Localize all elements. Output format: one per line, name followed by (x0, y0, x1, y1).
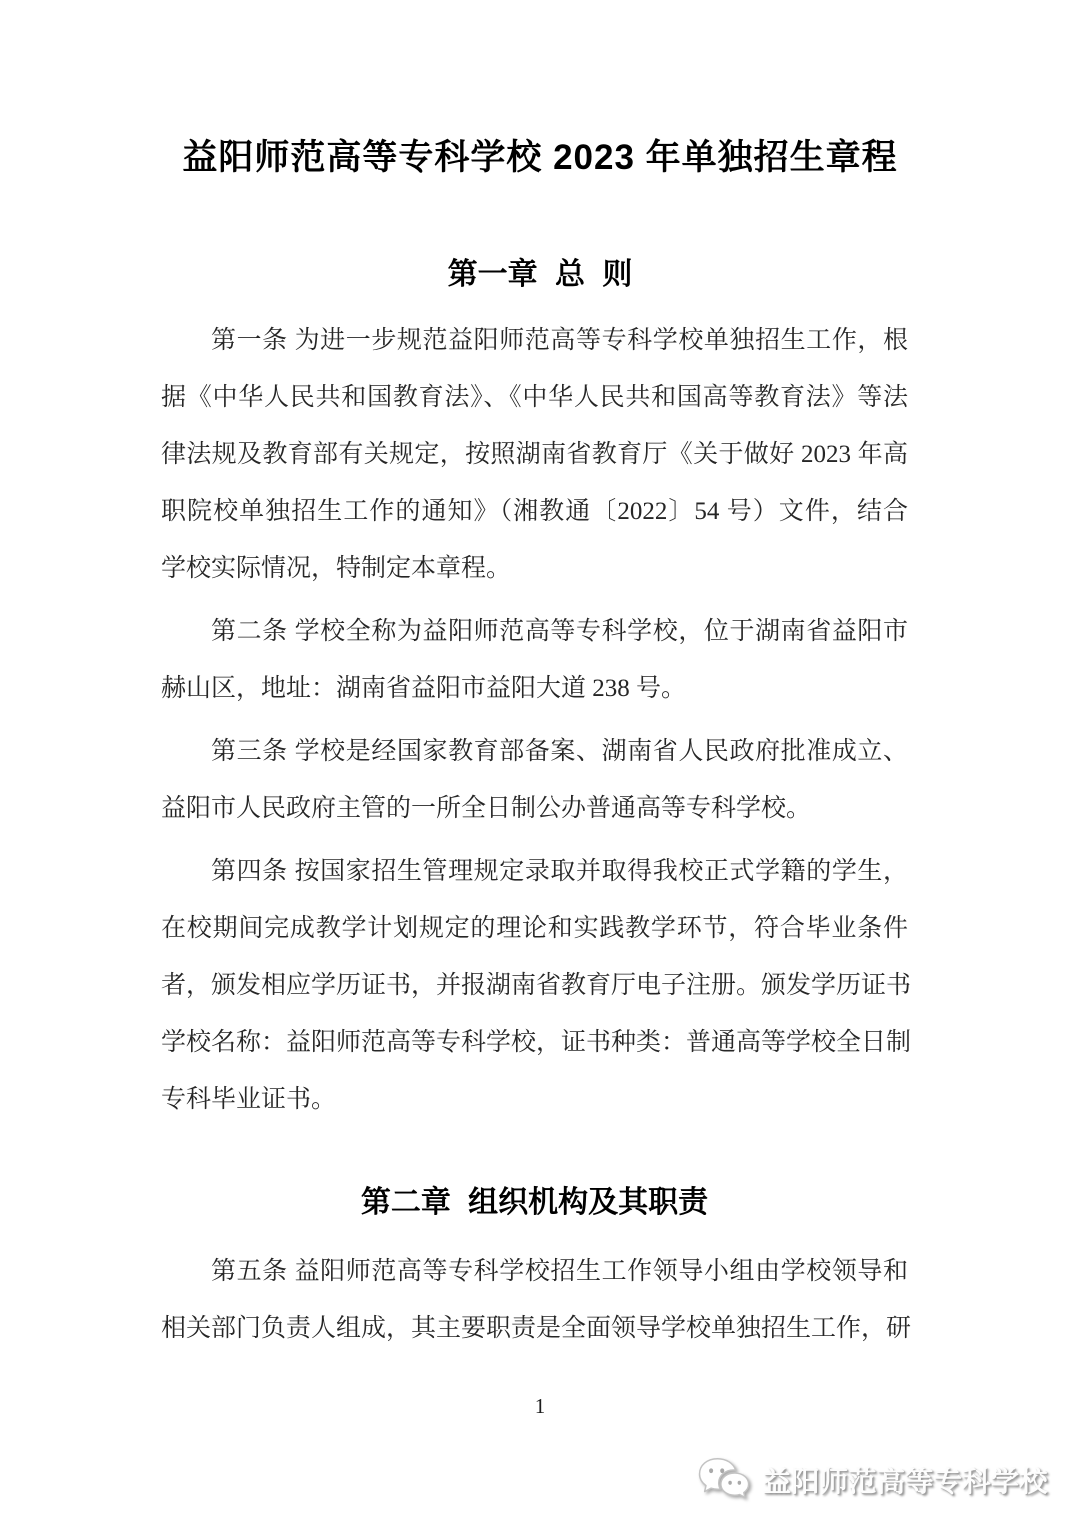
wechat-icon (697, 1455, 753, 1505)
chapter-1-heading: 第一章 总 则 (447, 258, 633, 291)
document-body (161, 312, 912, 1357)
text-line: 者，颁发相应学历证书，并报湖南省教育厅电子注册。颁发学历证书 (161, 972, 912, 999)
text-line: 专科毕业证书。 (161, 1086, 337, 1113)
article-1-paragraph (161, 312, 908, 597)
text-line: 第二条 学校全称为益阳师范高等专科学校，位于湖南省益阳市 (211, 618, 908, 645)
text-line: 律法规及教育部有关规定，按照湖南省教育厅《关于做好 2023 年高 (161, 441, 908, 468)
watermark-label: 益阳师范高等专科学校 (762, 1466, 1048, 1497)
text-line: 在校期间完成教学计划规定的理论和实践教学环节，符合毕业条件 (161, 915, 908, 942)
text-line: 职院校单独招生工作的通知》（湘教通〔2022〕54 号）文件，结合 (161, 498, 908, 525)
text-line: 第一条 为进一步规范益阳师范高等专科学校单独招生工作，根 (211, 327, 908, 354)
article-5-paragraph (161, 1243, 912, 1357)
article-3-paragraph (161, 723, 908, 837)
page-number: 1 (534, 1394, 546, 1418)
text-line: 据《中华人民共和国教育法》、《中华人民共和国高等教育法》等法 (161, 384, 908, 411)
article-2-paragraph (161, 603, 908, 717)
text-line: 赫山区，地址：湖南省益阳市益阳大道 238 号。 (161, 675, 687, 702)
watermark (697, 1453, 1048, 1507)
text-line: 第四条 按国家招生管理规定录取并取得我校正式学籍的学生， (211, 858, 908, 885)
text-line: 相关部门负责人组成，其主要职责是全面领导学校单独招生工作，研 (161, 1315, 912, 1342)
chapter-2-heading: 第二章 组织机构及其职责 (360, 1186, 709, 1219)
article-4-paragraph (161, 843, 912, 1128)
text-line: 第五条 益阳师范高等专科学校招生工作领导小组由学校领导和 (211, 1258, 908, 1285)
text-line: 第三条 学校是经国家教育部备案、湖南省人民政府批准成立、 (211, 738, 908, 765)
text-line: 学校实际情况，特制定本章程。 (161, 555, 512, 582)
text-line: 学校名称：益阳师范高等专科学校，证书种类：普通高等学校全日制 (161, 1029, 912, 1056)
document-title: 益阳师范高等专科学校 2023 年单独招生章程 (182, 138, 898, 177)
text-line: 益阳市人民政府主管的一所全日制公办普通高等专科学校。 (161, 795, 812, 822)
